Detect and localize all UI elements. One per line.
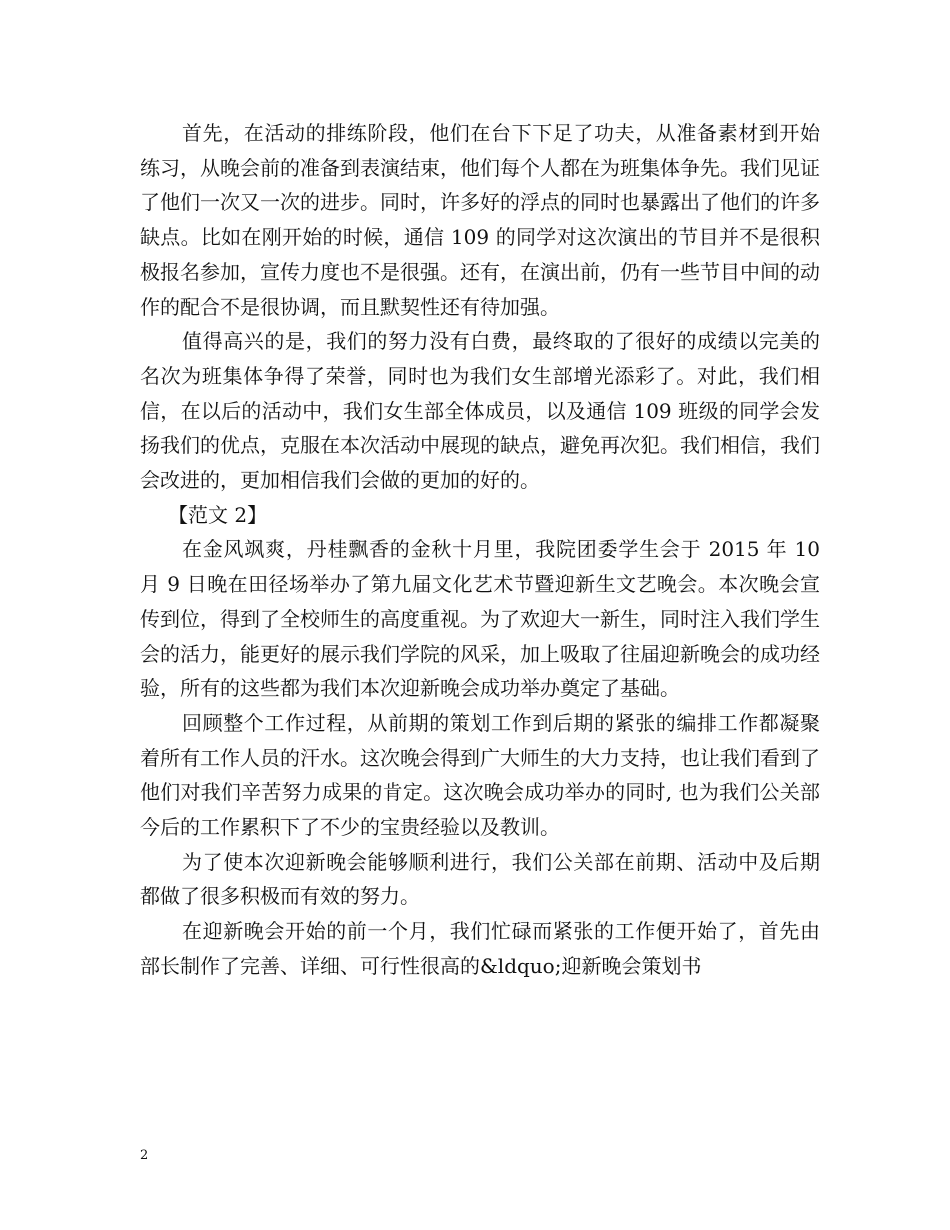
paragraph-1: 首先，在活动的排练阶段，他们在台下下足了功夫，从准备素材到开始练习，从晚会前的准备到表演结束，他们每个人都在为班集体争先。我们见证了他们一次又一次的进步。同时，许多好的浮点的同时也暴露出了他们的许多缺点。比如在刚开始的时候，通信 109 的同学对这次演出的节目并不是很积极报名参加，宣传力度也不是很强。还有，在演出前，仍有一些节目中间的动作的配合不是很协调，而且默契性还有待加强。 bbox=[140, 121, 820, 319]
paragraph-5: 为了使本次迎新晚会能够顺利进行，我们公关部在前期、活动中及后期都做了很多积极而有效的努力。 bbox=[140, 849, 820, 909]
document-body bbox=[140, 116, 820, 984]
paragraph-6: 在迎新晚会开始的前一个月，我们忙碌而紧张的工作便开始了，首先由部长制作了完善、详细、可行性很高的&ldquo;迎新晚会策划书 bbox=[140, 919, 820, 978]
paragraph-3: 在金风飒爽，丹桂飘香的金秋十月里，我院团委学生会于 2015 年 10 月 9 日晚在田径场举办了第九届文化艺术节暨迎新生文艺晚会。本次晚会宣传到位，得到了全校师生的高度重视。为了欢迎大一新生，同时注入我们学生会的活力，能更好的展示我们学院的风采，加上吸取了往届迎新晚会的成功经验，所有的这些都为我们本次迎新晚会成功举办奠定了基础。 bbox=[140, 537, 820, 701]
paragraph-4: 回顾整个工作过程，从前期的策划工作到后期的紧张的编排工作都凝聚着所有工作人员的汗水。这次晚会得到广大师生的大力支持，也让我们看到了他们对我们辛苦努力成果的肯定。这次晚会成功举办的同时, 也为我们公关部今后的工作累积下了不少的宝贵经验以及教训。 bbox=[140, 710, 820, 840]
section-heading: 【范文 2】 bbox=[168, 502, 268, 527]
paragraph-2: 值得高兴的是，我们的努力没有白费，最终取的了很好的成绩以完美的名次为班集体争得了荣誉，同时也为我们女生部增光添彩了。对此，我们相信，在以后的活动中，我们女生部全体成员，以及通信 109 班级的同学会发扬我们的优点，克服在本次活动中展现的缺点，避免再次犯。我们相信，我们会改进的，更加相信我们会做的更加的好的。 bbox=[140, 329, 820, 493]
page-number: 2 bbox=[140, 1148, 149, 1163]
